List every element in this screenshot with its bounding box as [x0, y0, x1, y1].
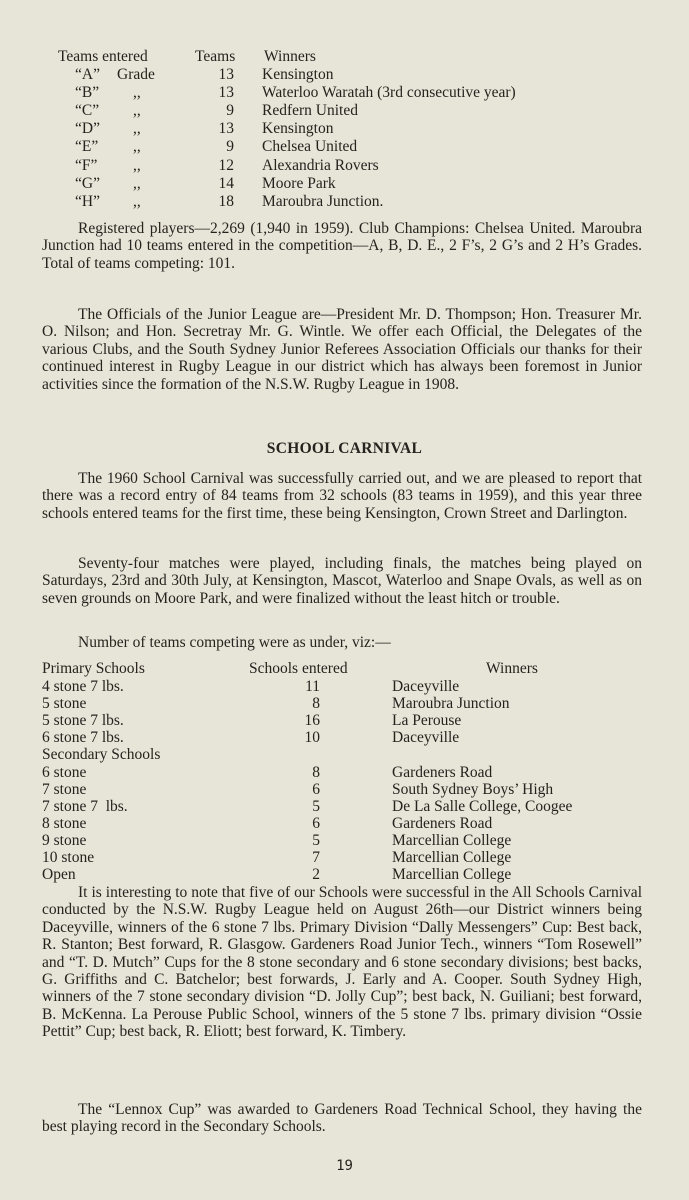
division-winner: Marcellian College [392, 866, 512, 884]
grade-winner: Kensington [262, 66, 334, 83]
officials-paragraph [42, 306, 642, 393]
division-winner: Gardeners Road [392, 814, 493, 832]
matches-paragraph [42, 555, 642, 607]
schools-table-row [0, 815, 689, 833]
matches-text: Seventy-four matches were played, including finals, the matches being played on Saturdays, 23rd and 30th July, at Kensington, Mascot, Waterloo and Snape Ovals, as well as on seven grounds on Moore Park, and were finalized without the least hitch or trouble. [42, 555, 642, 607]
grade-winner: Maroubra Junction. [262, 192, 384, 210]
schools-header-primary: Primary Schools [42, 660, 145, 677]
schools-table-row [0, 832, 689, 850]
division-label: 4 stone 7 lbs. [42, 678, 124, 695]
division-winner: Marcellian College [392, 831, 512, 849]
grade-teams-count: 13 [218, 84, 234, 102]
schools-table-row [0, 746, 689, 764]
grade-label: “H” [75, 192, 100, 210]
grade-teams-count: 13 [218, 120, 234, 138]
lennox-cup-text: The “Lennox Cup” was awarded to Gardeners Road Technical School, they having the best playing record in the Secondary Schools. [42, 1101, 642, 1136]
school-carnival-heading: SCHOOL CARNIVAL [266, 440, 423, 457]
all-schools-carnival-text: It is interesting to note that five of our Schools were successful in the All Schools Carnival conducted by the N.S.W. Rugby League held on August 26th—our District winners being Daceyville, winners of the 6 stone 7 lbs. Primary Division “Dally Messengers” Cup: Best back, R. Stanton; Best forward, R. Glasgow. Gardeners Road Junior Tech., winners “Tom Rosewell” and “T. D. Mutch” Cups for the 8 stone secondary and 6 stone secondary divisions; best backs, G. Griffiths and C. Batchelor; best forwards, J. Early and A. Cooper. South Sydney High, winners of the 7 stone secondary division “D. Jolly Cup”; best back, N. Guiliani; best forward, B. McKenna. La Perouse Public School, winners of the 5 stone 7 lbs. primary division “Ossie Pettit” Cup; best back, R. Eliott; best forward, K. Timbery. [42, 884, 642, 1041]
schools-entered-count: 6 [312, 814, 320, 832]
schools-entered-count: 11 [305, 678, 320, 695]
grades-table-row [0, 175, 689, 193]
number-intro-paragraph [42, 634, 642, 651]
grade-label: “G” [75, 174, 100, 192]
number-intro-text: Number of teams competing were as under, viz:— [78, 634, 391, 651]
grade-teams-count: 9 [226, 102, 234, 120]
division-winner: Maroubra Junction [392, 695, 510, 713]
grade-suffix: ,, [133, 138, 141, 156]
division-winner: De La Salle College, Coogee [392, 797, 573, 815]
schools-entered-count: 16 [304, 712, 320, 730]
grade-label: “B” [75, 84, 100, 102]
grades-header-teams: Teams [195, 48, 236, 65]
page-number: 19 [336, 1158, 353, 1174]
grade-teams-count: 12 [218, 156, 234, 174]
grade-winner: Kensington [262, 120, 334, 138]
division-label: Secondary Schools [42, 746, 161, 764]
grades-table-row [0, 193, 689, 211]
grades-table-row [0, 157, 689, 175]
division-label: 5 stone [42, 695, 87, 713]
grade-suffix: ,, [133, 192, 141, 210]
division-label: 8 stone [42, 814, 87, 832]
carnival-text: The 1960 School Carnival was successfully carried out, and we are pleased to report that there was a record entry of 84 teams from 32 schools (83 teams in 1959), and this year three schools entered teams for the first time, these being Kensington, Crown Street and Darlington. [42, 470, 642, 522]
grade-winner: Moore Park [262, 174, 336, 192]
registered-players-text: Registered players—2,269 (1,940 in 1959). Club Champions: Chelsea United. Maroubra Junction had 10 teams entered in the competition—A, B, D. E., 2 F’s, 2 G’s and 2 H’s Grades. Total of teams competing: 101. [42, 220, 642, 272]
schools-entered-count: 5 [312, 797, 320, 815]
division-winner: Daceyville [392, 729, 460, 747]
grade-label: “F” [75, 156, 98, 174]
grade-label: “C” [75, 102, 100, 120]
division-label: 7 stone [42, 780, 87, 798]
grade-label: “D” [75, 120, 100, 138]
grade-winner: Chelsea United [262, 138, 358, 156]
schools-table-row [0, 764, 689, 782]
schools-entered-count: 5 [312, 831, 320, 849]
division-winner: South Sydney Boys’ High [392, 780, 554, 798]
grades-table-row [0, 66, 689, 84]
schools-table-row [0, 712, 689, 730]
schools-entered-count: 7 [312, 849, 320, 866]
division-label: 9 stone [42, 831, 87, 849]
division-label: 10 stone [42, 849, 95, 866]
grade-label: “E” [75, 138, 99, 156]
grades-table-row [0, 84, 689, 102]
grade-suffix: ,, [133, 174, 141, 192]
schools-table-row [0, 849, 689, 867]
grade-teams-count: 9 [226, 138, 234, 156]
schools-entered-count: 6 [312, 780, 320, 798]
schools-table-row [0, 695, 689, 713]
grade-suffix: Grade [117, 66, 155, 83]
grades-table-row [0, 102, 689, 120]
grades-table-header [0, 48, 689, 66]
grade-suffix: ,, [133, 120, 141, 138]
division-label: 6 stone [42, 763, 87, 781]
grades-header-winners: Winners [264, 48, 316, 65]
division-label: 7 stone 7 lbs. [42, 797, 128, 815]
division-winner: Gardeners Road [392, 763, 493, 781]
schools-table-header [0, 660, 689, 678]
division-label: 6 stone 7 lbs. [42, 729, 124, 747]
schools-table-row [0, 798, 689, 816]
grade-teams-count: 13 [218, 66, 234, 83]
schools-entered-count: 8 [312, 695, 320, 713]
grade-winner: Alexandria Rovers [262, 156, 379, 174]
lennox-cup-paragraph [42, 1101, 642, 1136]
grades-header-teams-entered: Teams entered [58, 48, 148, 65]
schools-table-row [0, 781, 689, 799]
registered-players-paragraph [42, 220, 642, 272]
division-winner: Daceyville [392, 678, 460, 695]
grades-table-row [0, 138, 689, 156]
carnival-paragraph [42, 470, 642, 522]
schools-header-entered: Schools entered [249, 660, 348, 677]
grade-suffix: ,, [133, 156, 141, 174]
division-label: Open [42, 866, 76, 884]
schools-entered-count: 2 [312, 866, 320, 884]
schools-table-row [0, 866, 689, 884]
grades-table-row [0, 120, 689, 138]
grade-label: “A” [75, 66, 100, 83]
schools-table-row [0, 678, 689, 696]
all-schools-carnival-paragraph [42, 884, 642, 1041]
division-label: 5 stone 7 lbs. [42, 712, 124, 730]
schools-entered-count: 10 [304, 729, 320, 747]
grade-teams-count: 18 [218, 192, 234, 210]
division-winner: Marcellian College [392, 849, 512, 866]
grade-suffix: ,, [133, 84, 141, 102]
division-winner: La Perouse [392, 712, 462, 730]
schools-entered-count: 8 [312, 763, 320, 781]
grade-suffix: ,, [133, 102, 141, 120]
grade-winner: Waterloo Waratah (3rd consecutive year) [262, 84, 516, 102]
officials-text: The Officials of the Junior League are—President Mr. D. Thompson; Hon. Treasurer Mr. O. Nilson; and Hon. Secretray Mr. G. Wintle. We offer each Official, the Delegates of the various Clubs, and the South Sydney Junior Referees Association Officials our thanks for their continued interest in Rugby League in our district which has always been foremost in Junior activities since the formation of the N.S.W. Rugby League in 1908. [42, 306, 642, 393]
grade-teams-count: 14 [218, 174, 234, 192]
schools-table-row [0, 729, 689, 747]
grade-winner: Redfern United [262, 102, 358, 120]
schools-header-winners: Winners [486, 660, 538, 677]
